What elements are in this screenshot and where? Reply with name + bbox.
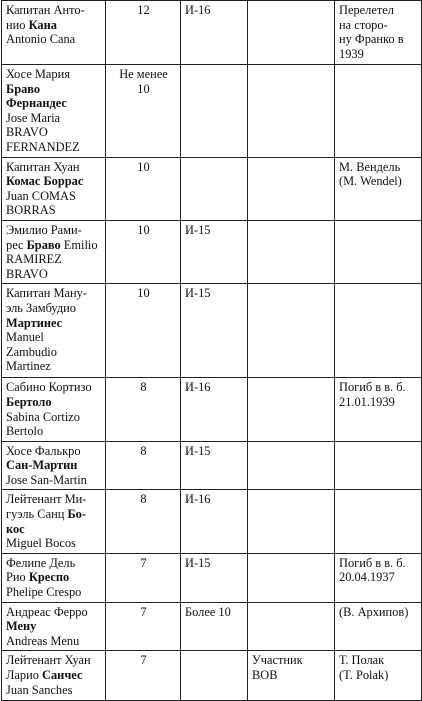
pilot-name-text: Jose Maria bbox=[6, 110, 61, 125]
fate-line: 20.04.1937 bbox=[339, 570, 395, 585]
pilot-name-text: Phelipe Crespo bbox=[6, 585, 82, 600]
victories-cell bbox=[106, 490, 181, 553]
fate-cell bbox=[335, 441, 422, 490]
victories-line: 10 bbox=[137, 286, 150, 301]
pilot-name-text: Sabina Cortizo bbox=[6, 409, 80, 424]
pilot-name-line bbox=[6, 395, 102, 410]
pilot-name-text: Martinez bbox=[6, 359, 51, 374]
note-line: ВОВ bbox=[252, 668, 278, 682]
pilot-name-cell bbox=[2, 490, 106, 553]
victories-line: 8 bbox=[140, 443, 147, 458]
pilot-name-text: Bertolo bbox=[6, 424, 44, 439]
pilot-name-text: RAMIREZ bbox=[6, 252, 62, 267]
pilot-name-cell bbox=[2, 378, 106, 441]
pilot-name-line bbox=[6, 18, 102, 33]
pilot-name-text: BRAVO bbox=[6, 266, 48, 281]
fate-line: (M. Wendel) bbox=[339, 174, 402, 189]
victories-cell bbox=[106, 284, 181, 378]
pilot-name-text: Капитан Ману- bbox=[6, 286, 87, 301]
pilot-name-text: Emilio bbox=[60, 237, 98, 252]
aircraft-line: Более 10 bbox=[185, 604, 231, 619]
pilot-name-text: Juan COMAS bbox=[6, 188, 76, 203]
aircraft-line: И-15 bbox=[185, 222, 211, 237]
note-cell bbox=[248, 284, 335, 378]
note-cell bbox=[248, 157, 335, 220]
table-row bbox=[2, 553, 422, 602]
aircraft-cell bbox=[181, 602, 248, 651]
fate-line: (T. Polak) bbox=[339, 668, 389, 682]
pilot-name-text: Сабино Кортизо bbox=[6, 380, 92, 395]
victories-line: 8 bbox=[140, 380, 147, 395]
aces-table-body bbox=[2, 1, 422, 701]
pilot-name-text: Андреас Ферро bbox=[6, 604, 88, 619]
pilot-surname: Бертоло bbox=[6, 394, 52, 409]
pilot-name-cell bbox=[2, 602, 106, 651]
pilot-name-line bbox=[6, 380, 102, 395]
note-cell bbox=[248, 490, 335, 553]
aircraft-line: И-15 bbox=[185, 443, 211, 458]
pilot-name-line bbox=[6, 570, 102, 585]
pilot-name-line bbox=[6, 507, 102, 522]
victories-line: 10 bbox=[137, 159, 150, 174]
pilot-surname: Мартинес bbox=[6, 315, 63, 330]
fate-cell bbox=[335, 220, 422, 283]
aircraft-cell bbox=[181, 441, 248, 490]
fate-line: 21.01.1939 bbox=[339, 394, 395, 409]
pilot-name-text: Zambudio bbox=[6, 344, 57, 359]
note-cell bbox=[248, 441, 335, 490]
fate-line: Перелетел bbox=[339, 3, 394, 17]
pilot-surname: Сан-Мартин bbox=[6, 458, 78, 473]
pilot-name-line bbox=[6, 492, 102, 507]
aircraft-cell bbox=[181, 220, 248, 283]
pilot-name-line bbox=[6, 634, 102, 649]
pilot-name-text: Лейтенант Хуан bbox=[6, 653, 91, 668]
note-cell bbox=[248, 553, 335, 602]
pilot-surname: Браво Фернандес bbox=[6, 81, 67, 111]
pilot-name-line bbox=[6, 125, 102, 140]
pilot-name-line bbox=[6, 585, 102, 600]
fate-cell bbox=[335, 157, 422, 220]
pilot-name-line bbox=[6, 111, 102, 126]
note-cell bbox=[248, 65, 335, 158]
pilot-name-text: нио bbox=[6, 17, 29, 32]
pilot-name-text: Jose San-Martin bbox=[6, 472, 87, 487]
fate-cell bbox=[335, 651, 422, 701]
pilot-surname: Браво bbox=[26, 237, 61, 252]
pilot-name-line bbox=[6, 238, 102, 253]
pilot-name-line bbox=[6, 82, 102, 111]
pilot-name-line bbox=[6, 301, 102, 316]
table-row bbox=[2, 65, 422, 158]
pilot-name-line bbox=[6, 556, 102, 571]
aircraft-cell bbox=[181, 378, 248, 441]
pilot-name-text: Хосе Фалькро bbox=[6, 443, 81, 458]
pilot-name-line bbox=[6, 267, 102, 282]
note-line: Участник bbox=[252, 653, 303, 668]
pilot-name-cell bbox=[2, 284, 106, 378]
aircraft-cell bbox=[181, 490, 248, 553]
fate-cell bbox=[335, 553, 422, 602]
table-row bbox=[2, 441, 422, 490]
aircraft-line: И-16 bbox=[185, 492, 211, 507]
pilot-name-line bbox=[6, 32, 102, 47]
aircraft-cell bbox=[181, 651, 248, 701]
victories-line: 7 bbox=[140, 555, 147, 570]
pilot-surname: Бо- bbox=[67, 507, 86, 522]
pilot-name-line bbox=[6, 286, 102, 301]
aces-table bbox=[1, 0, 422, 701]
victories-cell bbox=[106, 65, 181, 158]
pilot-name-text: Juan Sanches bbox=[6, 682, 73, 697]
pilot-name-line bbox=[6, 668, 102, 683]
aircraft-cell bbox=[181, 284, 248, 378]
fate-cell bbox=[335, 65, 422, 158]
pilot-name-text: Капитан Хуан bbox=[6, 159, 80, 174]
pilot-name-line bbox=[6, 424, 102, 439]
pilot-name-text: эль Замбудио bbox=[6, 300, 76, 315]
pilot-name-line bbox=[6, 203, 102, 218]
pilot-name-cell bbox=[2, 441, 106, 490]
aircraft-line: И-16 bbox=[185, 3, 211, 17]
pilot-name-cell bbox=[2, 65, 106, 158]
pilot-name-text: Рио bbox=[6, 570, 29, 585]
fate-line: 1939 bbox=[339, 46, 364, 61]
aircraft-line: И-15 bbox=[185, 555, 211, 570]
victories-cell bbox=[106, 602, 181, 651]
table-row bbox=[2, 490, 422, 553]
pilot-name-text: Капитан Анто- bbox=[6, 3, 85, 17]
pilot-name-line bbox=[6, 160, 102, 175]
pilot-name-text: Miguel Bocos bbox=[6, 536, 76, 551]
aircraft-cell bbox=[181, 1, 248, 65]
pilot-name-line bbox=[6, 536, 102, 551]
pilot-name-line bbox=[6, 3, 102, 18]
pilot-name-text: Хосе Мария bbox=[6, 67, 70, 81]
pilot-name-line bbox=[6, 140, 102, 155]
pilot-name-line bbox=[6, 316, 102, 331]
fate-line: Погиб в в. б. bbox=[339, 380, 406, 395]
pilot-name-text: Antonio Cana bbox=[6, 32, 76, 47]
pilot-surname: Комас Боррас bbox=[6, 174, 84, 189]
pilot-surname: Санчес bbox=[42, 668, 83, 682]
pilot-name-line bbox=[6, 359, 102, 374]
aircraft-line: И-16 bbox=[185, 380, 211, 395]
pilot-name-cell bbox=[2, 1, 106, 65]
pilot-name-text: рес bbox=[6, 237, 27, 252]
note-cell bbox=[248, 602, 335, 651]
fate-cell bbox=[335, 602, 422, 651]
pilot-name-text: гуэль Санц bbox=[6, 507, 68, 522]
aircraft-line: И-15 bbox=[185, 286, 211, 301]
victories-cell bbox=[106, 441, 181, 490]
pilot-name-line bbox=[6, 683, 102, 698]
fate-cell bbox=[335, 284, 422, 378]
note-cell bbox=[248, 651, 335, 701]
fate-cell bbox=[335, 1, 422, 65]
victories-line: 8 bbox=[140, 492, 147, 507]
victories-cell bbox=[106, 1, 181, 65]
table-row bbox=[2, 220, 422, 283]
pilot-name-line bbox=[6, 619, 102, 634]
pilot-name-line bbox=[6, 444, 102, 459]
table-row bbox=[2, 378, 422, 441]
victories-cell bbox=[106, 553, 181, 602]
aircraft-cell bbox=[181, 553, 248, 602]
pilot-name-cell bbox=[2, 157, 106, 220]
note-cell bbox=[248, 220, 335, 283]
pilot-name-line bbox=[6, 345, 102, 360]
pilot-name-line bbox=[6, 458, 102, 473]
aircraft-cell bbox=[181, 65, 248, 158]
victories-line: Не менее bbox=[119, 67, 168, 81]
fate-line: Т. Полак bbox=[339, 653, 385, 668]
fate-cell bbox=[335, 490, 422, 553]
victories-line: 7 bbox=[140, 604, 147, 619]
pilot-name-line bbox=[6, 330, 102, 345]
pilot-name-line bbox=[6, 67, 102, 82]
pilot-surname: Мену bbox=[6, 619, 37, 634]
pilot-name-line bbox=[6, 189, 102, 204]
table-row bbox=[2, 284, 422, 378]
pilot-name-line bbox=[6, 473, 102, 488]
pilot-name-cell bbox=[2, 651, 106, 701]
pilot-name-text: Ларио bbox=[6, 668, 43, 682]
pilot-surname: Кана bbox=[28, 17, 57, 32]
pilot-name-line bbox=[6, 605, 102, 620]
victories-cell bbox=[106, 651, 181, 701]
pilot-name-text: Эмилио Рами- bbox=[6, 222, 82, 237]
pilot-name-text: BORRAS bbox=[6, 203, 56, 218]
victories-cell bbox=[106, 220, 181, 283]
pilot-name-line bbox=[6, 653, 102, 668]
fate-line: на сторо- bbox=[339, 17, 388, 32]
pilot-name-text: FERNANDEZ bbox=[6, 139, 80, 154]
pilot-name-text: BRAVO bbox=[6, 125, 48, 140]
pilot-surname: кос bbox=[6, 521, 25, 536]
pilot-name-text: Andreas Menu bbox=[6, 633, 80, 648]
fate-line: (В. Архипов) bbox=[339, 604, 409, 619]
victories-line: 10 bbox=[137, 222, 150, 237]
pilot-name-line bbox=[6, 223, 102, 238]
fate-cell bbox=[335, 378, 422, 441]
pilot-surname: Креспо bbox=[28, 570, 70, 585]
victories-line: 10 bbox=[137, 81, 150, 96]
pilot-name-text: Manuel bbox=[6, 330, 44, 345]
pilot-name-line bbox=[6, 522, 102, 537]
table-row bbox=[2, 651, 422, 701]
victories-cell bbox=[106, 157, 181, 220]
fate-line: Погиб в в. б. bbox=[339, 555, 406, 570]
pilot-name-line bbox=[6, 174, 102, 189]
pilot-name-cell bbox=[2, 553, 106, 602]
note-cell bbox=[248, 1, 335, 65]
victories-cell bbox=[106, 378, 181, 441]
pilot-name-line bbox=[6, 252, 102, 267]
pilot-name-cell bbox=[2, 220, 106, 283]
pilot-name-text: Фелипе Дель bbox=[6, 555, 76, 570]
pilot-name-line bbox=[6, 410, 102, 425]
pilot-name-text: Лейтенант Ми- bbox=[6, 492, 87, 507]
table-row bbox=[2, 602, 422, 651]
victories-line: 12 bbox=[137, 3, 150, 17]
table-row bbox=[2, 157, 422, 220]
aircraft-cell bbox=[181, 157, 248, 220]
table-row bbox=[2, 1, 422, 65]
victories-line: 7 bbox=[140, 653, 147, 668]
fate-line: ну Франко в bbox=[339, 32, 404, 47]
fate-line: М. Вендель bbox=[339, 159, 401, 174]
note-cell bbox=[248, 378, 335, 441]
